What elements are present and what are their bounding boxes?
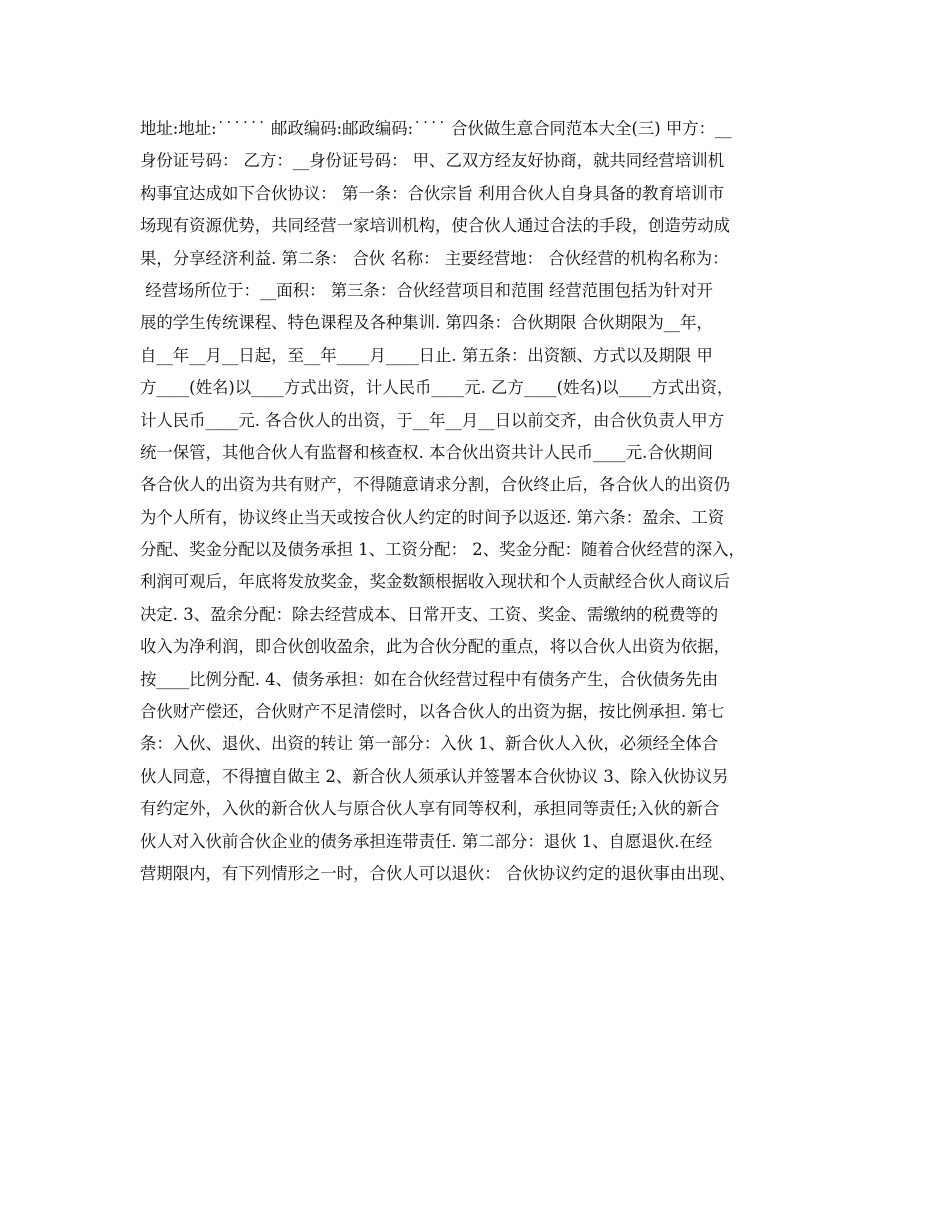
text-line: 按____比例分配. 4、债务承担：如在合伙经营过程中有债务产生，合伙债务先由 [140, 669, 719, 689]
text-line: 经营场所位于：__面积： 第三条：合伙经营项目和范围 经营范围包括为针对开 [140, 280, 713, 300]
text-line: 方____(姓名)以____方式出资，计人民币____元. 乙方____(姓名)以____方式出资， [140, 378, 734, 398]
text-line: 各合伙人的出资为共有财产，不得随意请求分割，合伙终止后，各合伙人的出资仍 [140, 475, 731, 495]
text-line: 地址:地址:˙˙˙˙˙˙ 邮政编码:邮政编码:˙˙˙˙ 合伙做生意合同范本大全(三) 甲方：__ [140, 119, 732, 138]
text-line: 伙人同意，不得擅自做主 2、新合伙人须承认并签署本合伙协议 3、除入伙协议另 [140, 766, 729, 786]
text-line: 营期限内，有下列情形之一时，合伙人可以退伙： 合伙协议约定的退伙事由出现、 [140, 863, 736, 883]
text-line: 展的学生传统课程、特色课程及各种集训. 第四条：合伙期限 合伙期限为__年， [140, 313, 713, 333]
text-line: 条：入伙、退伙、出资的转让 第一部分：入伙 1、新合伙人入伙，必须经全体合 [140, 734, 719, 754]
text-line: 计人民币____元. 各合伙人的出资，于__年__月__日以前交齐，由合伙负责人甲方 [140, 410, 725, 430]
text-line: 有约定外，入伙的新合伙人与原合伙人享有同等权利，承担同等责任;入伙的新合 [140, 799, 720, 819]
text-line: 决定. 3、盈余分配：除去经营成本、日常开支、工资、奖金、需缴纳的税费等的 [140, 604, 719, 624]
text-line: 构事宜达成如下合伙协议： 第一条：合伙宗旨 利用合伙人自身具备的教育培训市 [140, 183, 725, 203]
text-line: 自__年__月__日起，至__年____月____日止. 第五条：出资额、方式以及期限 甲 [140, 345, 713, 365]
text-line: 分配、奖金分配以及债务承担 1、工资分配： 2、奖金分配：随着合伙经营的深入， [140, 540, 745, 560]
text-line: 合伙财产偿还，合伙财产不足清偿时，以各合伙人的出资为据，按比例承担. 第七 [140, 702, 725, 722]
text-line: 果，分享经济利益. 第二条： 合伙 名称： 主要经营地： 合伙经营的机构名称为： [140, 248, 729, 268]
text-line: 身份证号码： 乙方：__身份证号码： 甲、乙双方经友好协商，就共同经营培训机 [140, 151, 725, 171]
text-line: 伙人对入伙前合伙企业的债务承担连带责任. 第二部分：退伙 1、自愿退伙.在经 [140, 831, 713, 851]
text-line: 为个人所有，协议终止当天或按合伙人约定的时间予以返还. 第六条：盈余、工资 [140, 507, 725, 527]
text-line: 收入为净利润，即合伙创收盈余，此为合伙分配的重点，将以合伙人出资为依据， [140, 637, 731, 657]
text-line: 统一保管，其他合伙人有监督和核查权. 本合伙出资共计人民币____元.合伙期间 [140, 442, 713, 462]
document-body [140, 113, 840, 890]
text-line: 利润可观后，年底将发放奖金，奖金数额根据收入现状和个人贡献经合伙人商议后 [140, 572, 731, 592]
text-line: 场现有资源优势，共同经营一家培训机构，使合伙人通过合法的手段，创造劳动成 [140, 216, 731, 236]
